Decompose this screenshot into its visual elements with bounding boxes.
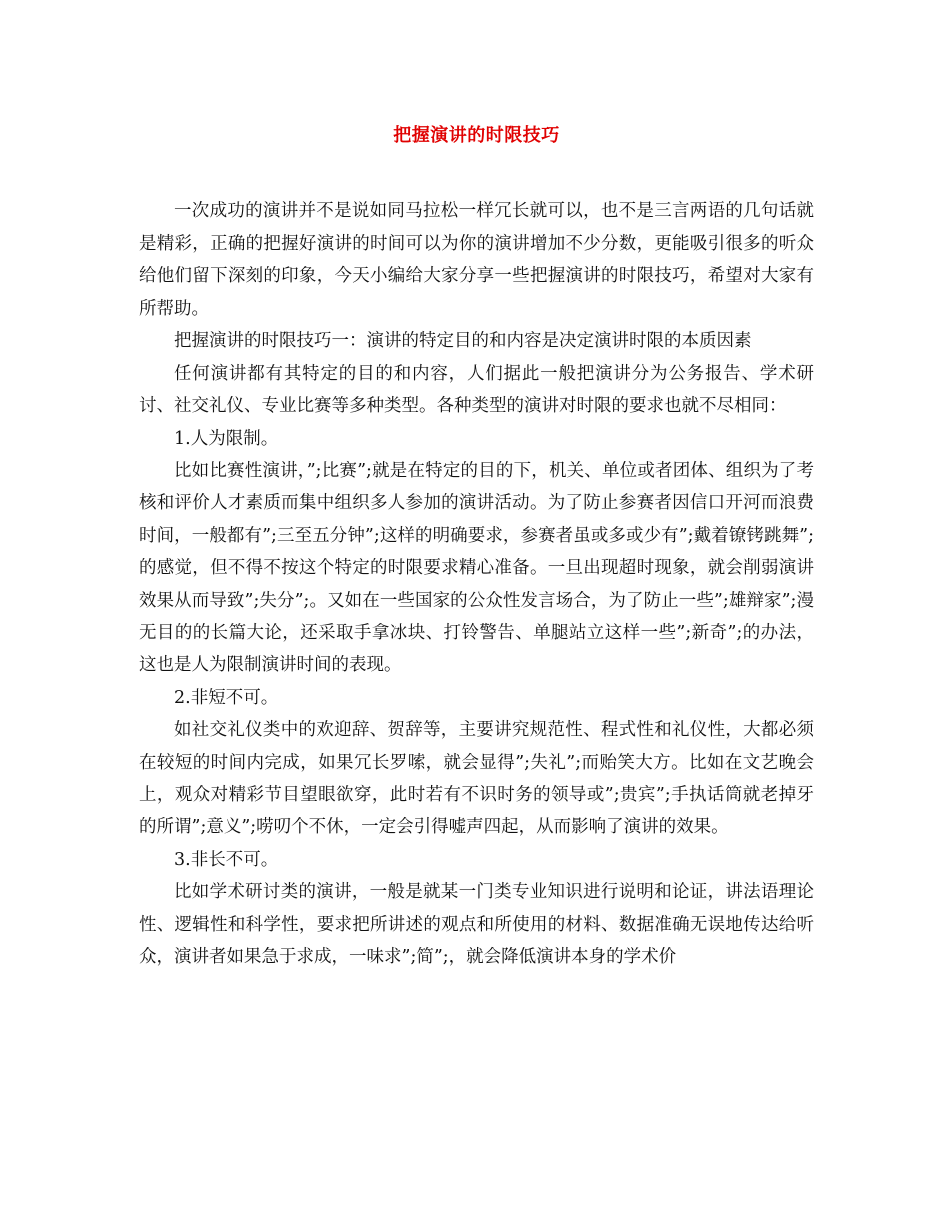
body-paragraph: 比如学术研讨类的演讲，一般是就某一门类专业知识进行说明和论证，讲法语理论性、逻辑性和科学性，要求把所讲述的观点和所使用的材料、数据准确无误地传达给听众，演讲者如果急于求成，一味求”;简”;，就会降低演讲本身的学术价 (139, 882, 814, 968)
body-paragraph: 比如比赛性演讲，”;比赛”;就是在特定的目的下，机关、单位或者团体、组织为了考核和评价人才素质而集中组织多人参加的演讲活动。为了防止参赛者因信口开河而浪费时间，一般都有”;三至五分钟”;这样的明确要求，参赛者虽或多或少有”;戴着镣铐跳舞”;的感觉，但不得不按这个特定的时限要求精心准备。一旦出现超时现象，就会削弱演讲效果从而导致”;失分”;。又如在一些国家的公众性发言场合，为了防止一些”;雄辩家”;漫无目的的长篇大论，还采取手拿冰块、打铃警告、单腿站立这样一些”;新奇”;的办法，这也是人为限制演讲时间的表现。 (139, 461, 814, 676)
list-heading-3: 3.非长不可。 (174, 849, 279, 870)
section-heading: 把握演讲的时限技巧一：演讲的特定目的和内容是决定演讲时限的本质因素 (174, 331, 752, 352)
body-paragraph: 任何演讲都有其特定的目的和内容，人们据此一般把演讲分为公务报告、学术研讨、社交礼仪、专业比赛等多种类型。各种类型的演讲对时限的要求也就不尽相同： (139, 363, 814, 417)
document-title: 把握演讲的时限技巧 (393, 125, 560, 146)
list-heading-2: 2.非短不可。 (174, 687, 279, 708)
body-paragraph: 如社交礼仪类中的欢迎辞、贺辞等，主要讲究规范性、程式性和礼仪性，大都必须在较短的时间内完成，如果冗长罗嗦，就会显得”;失礼”;而贻笑大方。比如在文艺晚会上，观众对精彩节目望眼欲穿，此时若有不识时务的领导或”;贵宾”;手执话筒就老掉牙的所谓”;意义”;唠叨个不休，一定会引得嘘声四起，从而影响了演讲的效果。 (139, 720, 814, 838)
list-heading-1: 1.人为限制。 (174, 428, 279, 449)
intro-paragraph: 一次成功的演讲并不是说如同马拉松一样冗长就可以，也不是三言两语的几句话就是精彩，正确的把握好演讲的时间可以为你的演讲增加不少分数，更能吸引很多的听众给他们留下深刻的印象，今天小编给大家分享一些把握演讲的时限技巧，希望对大家有所帮助。 (139, 201, 814, 319)
